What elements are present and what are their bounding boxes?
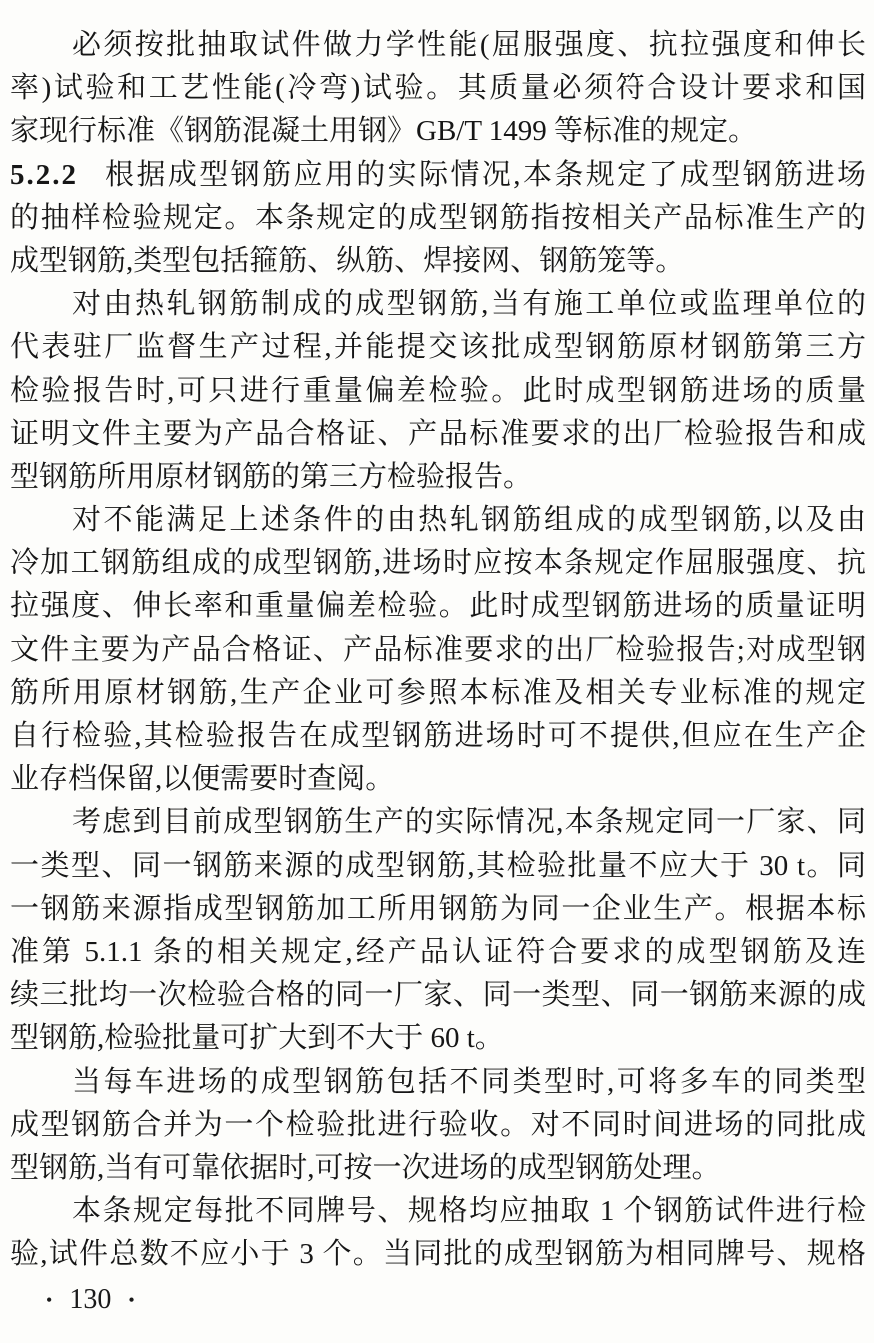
text-line: 证明文件主要为产品合格证、产品标准要求的出厂检验报告和成 <box>10 417 866 450</box>
text-line: 一钢筋来源指成型钢筋加工所用钢筋为同一企业生产。根据本标 <box>10 892 866 925</box>
footer-left-dot: • <box>46 1290 53 1310</box>
text-line: 考虑到目前成型钢筋生产的实际情况,本条规定同一厂家、同 <box>72 806 866 839</box>
text-line: 续三批均一次检验合格的同一厂家、同一类型、同一钢筋来源的成 <box>10 979 866 1012</box>
text-line: 必须按批抽取试件做力学性能(屈服强度、抗拉强度和伸长 <box>72 29 866 61</box>
text-line: 家现行标准《钢筋混凝土用钢》GB/T 1499 等标准的规定。 <box>10 115 758 148</box>
text-line: 自行检验,其检验报告在成型钢筋进场时可不提供,但应在生产企 <box>10 720 866 752</box>
text-line: 代表驻厂监督生产过程,并能提交该批成型钢筋原材钢筋第三方 <box>10 331 866 364</box>
text-line: 拉强度、伸长率和重量偏差检验。此时成型钢筋进场的质量证明 <box>10 590 866 623</box>
clause-number: 5.2.2 <box>10 158 78 191</box>
text-line: 当每车进场的成型钢筋包括不同类型时,可将多车的同类型 <box>72 1065 866 1098</box>
text-line: 型钢筋,当有可靠依据时,可按一次进场的成型钢筋处理。 <box>10 1151 721 1184</box>
text-line: 成型钢筋,类型包括箍筋、纵筋、焊接网、钢筋笼等。 <box>10 244 685 277</box>
text-line: 本条规定每批不同牌号、规格均应抽取 1 个钢筋试件进行检 <box>72 1195 866 1228</box>
text-line: 一类型、同一钢筋来源的成型钢筋,其检验批量不应大于 30 t。同 <box>10 849 866 882</box>
text-line: 业存档保留,以便需要时查阅。 <box>10 763 395 796</box>
text-line: 对由热轧钢筋制成的成型钢筋,当有施工单位或监理单位的 <box>72 288 866 321</box>
page-number: 130 <box>69 1284 112 1315</box>
text-line: 5.2.2 根据成型钢筋应用的实际情况,本条规定了成型钢筋进场 <box>10 158 866 191</box>
body-text <box>10 24 866 1276</box>
text-line: 检验报告时,可只进行重量偏差检验。此时成型钢筋进场的质量 <box>10 374 866 407</box>
text-line: 成型钢筋合并为一个检验批进行验收。对不同时间进场的同批成 <box>10 1108 866 1141</box>
text-line: 准第 5.1.1 条的相关规定,经产品认证符合要求的成型钢筋及连 <box>10 935 866 968</box>
text-line: 验,试件总数不应小于 3 个。当同批的成型钢筋为相同牌号、规格 <box>10 1238 866 1271</box>
footer-right-dot: • <box>128 1290 135 1310</box>
page-footer <box>46 1284 135 1316</box>
text-line: 率)试验和工艺性能(冷弯)试验。其质量必须符合设计要求和国 <box>10 72 866 105</box>
text-line: 冷加工钢筋组成的成型钢筋,进场时应按本条规定作屈服强度、抗 <box>10 547 866 580</box>
text-line: 筋所用原材钢筋,生产企业可参照本标准及相关专业标准的规定 <box>10 676 866 709</box>
text-line: 型钢筋所用原材钢筋的第三方检验报告。 <box>10 460 533 493</box>
text-line: 的抽样检验规定。本条规定的成型钢筋指按相关产品标准生产的 <box>10 201 866 234</box>
text-line: 对不能满足上述条件的由热轧钢筋组成的成型钢筋,以及由 <box>72 504 866 537</box>
text-line: 文件主要为产品合格证、产品标准要求的出厂检验报告;对成型钢 <box>10 633 866 666</box>
text-line: 型钢筋,检验批量可扩大到不大于 60 t。 <box>10 1022 504 1055</box>
